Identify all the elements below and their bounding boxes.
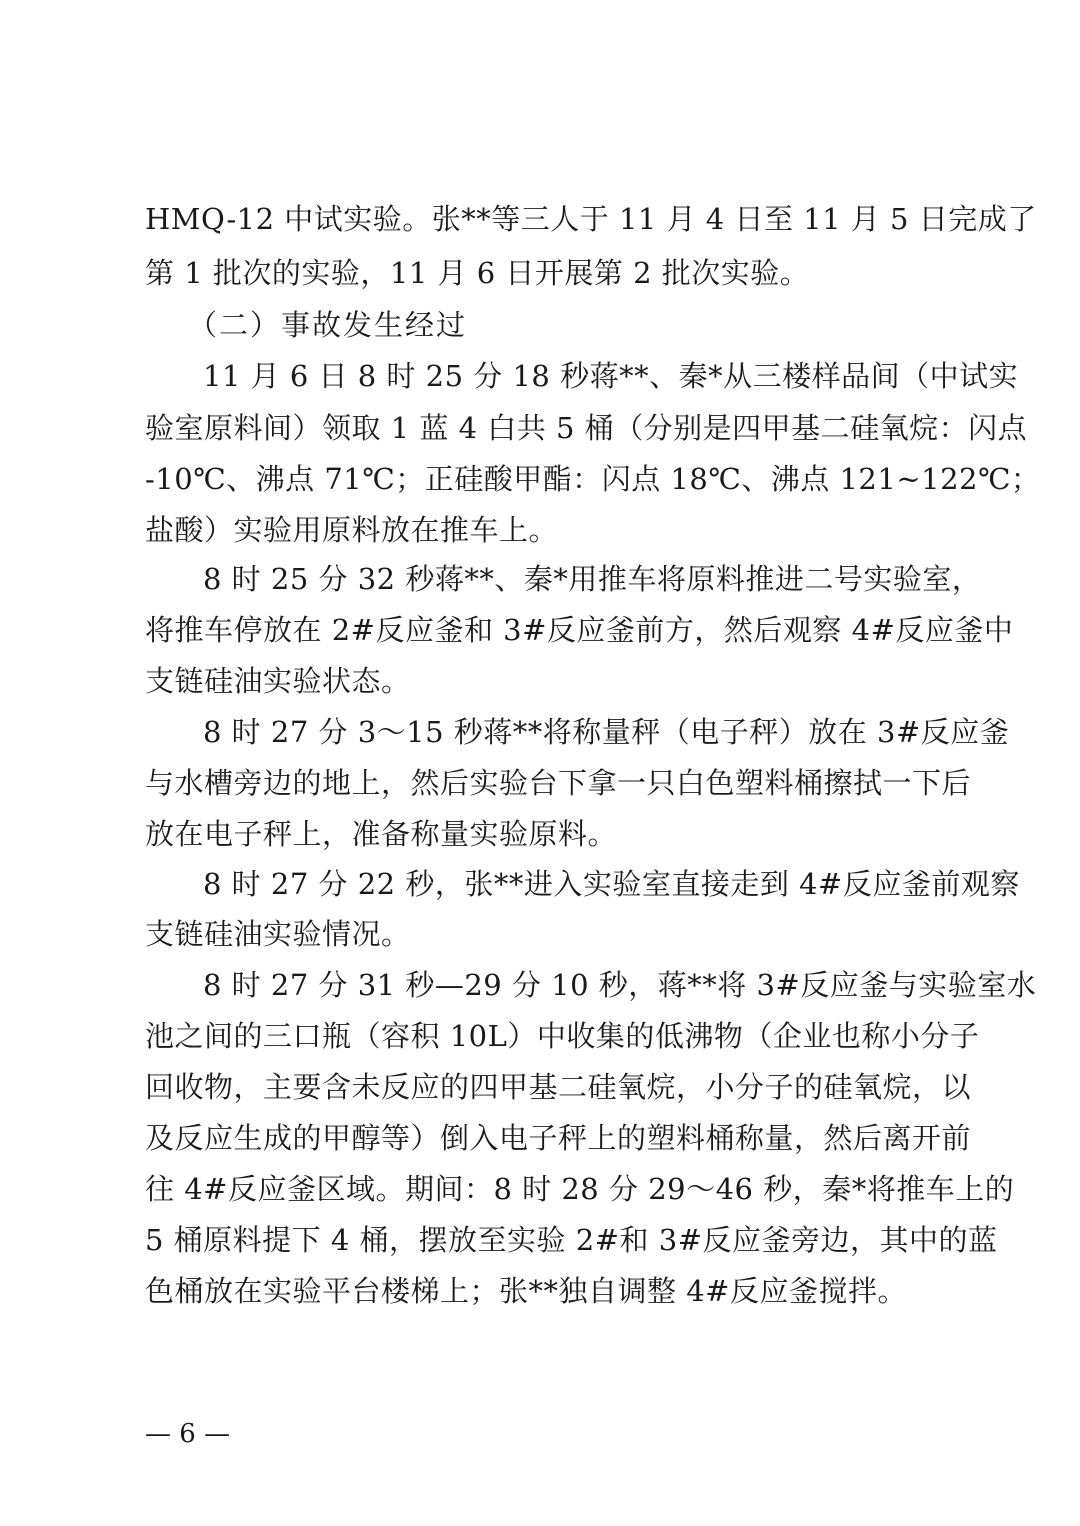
text-line: 11 月 6 日 8 时 25 分 18 秒蒋**、秦*从三楼样品间（中试实 <box>203 359 1019 393</box>
text-line: HMQ-12 中试实验。张**等三人于 11 月 4 日至 11 月 5 日完成了 <box>145 202 1037 236</box>
text-line: 8 时 27 分 22 秒，张**进入实验室直接走到 4#反应釜前观察 <box>203 867 1020 901</box>
text-line: 验室原料间）领取 1 蓝 4 白共 5 桶（分别是四甲基二硅氧烷：闪点 <box>145 411 1028 445</box>
text-line: 将推车停放在 2#反应釜和 3#反应釜前方，然后观察 4#反应釜中 <box>145 613 1014 647</box>
text-line: 8 时 25 分 32 秒蒋**、秦*用推车将原料推进二号实验室， <box>203 562 982 596</box>
page-number: — 6 — <box>145 1419 231 1449</box>
section-heading: （二）事故发生经过 <box>188 308 468 342</box>
text-line: 支链硅油实验情况。 <box>145 917 411 951</box>
text-line: 与水槽旁边的地上，然后实验台下拿一只白色塑料桶擦拭一下后 <box>145 766 972 800</box>
text-line: -10℃、沸点 71℃；正硅酸甲酯：闪点 18℃、沸点 121~122℃； <box>145 462 1041 496</box>
text-line: 支链硅油实验状态。 <box>145 664 411 698</box>
text-line: 盐酸）实验用原料放在推车上。 <box>145 513 559 547</box>
text-line: 5 桶原料提下 4 桶，摆放至实验 2#和 3#反应釜旁边，其中的蓝 <box>145 1223 998 1257</box>
text-line: 往 4#反应釜区域。期间：8 时 28 分 29～46 秒，秦*将推车上的 <box>145 1172 1015 1206</box>
text-line: 8 时 27 分 3～15 秒蒋**将称量秤（电子秤）放在 3#反应釜 <box>203 715 1010 749</box>
text-line: 放在电子秤上，准备称量实验原料。 <box>145 817 618 851</box>
text-line: 8 时 27 分 31 秒—29 分 10 秒，蒋**将 3#反应釜与实验室水 <box>203 968 1037 1002</box>
text-line: 回收物，主要含未反应的四甲基二硅氧烷，小分子的硅氧烷，以 <box>145 1070 972 1104</box>
text-line: 及反应生成的甲醇等）倒入电子秤上的塑料桶称量，然后离开前 <box>145 1121 972 1155</box>
text-line: 第 1 批次的实验，11 月 6 日开展第 2 批次实验。 <box>145 256 810 290</box>
text-line: 色桶放在实验平台楼梯上；张**独自调整 4#反应釜搅拌。 <box>145 1274 907 1308</box>
text-line: 池之间的三口瓶（容积 10L）中收集的低沸物（企业也称小分子 <box>145 1019 980 1053</box>
